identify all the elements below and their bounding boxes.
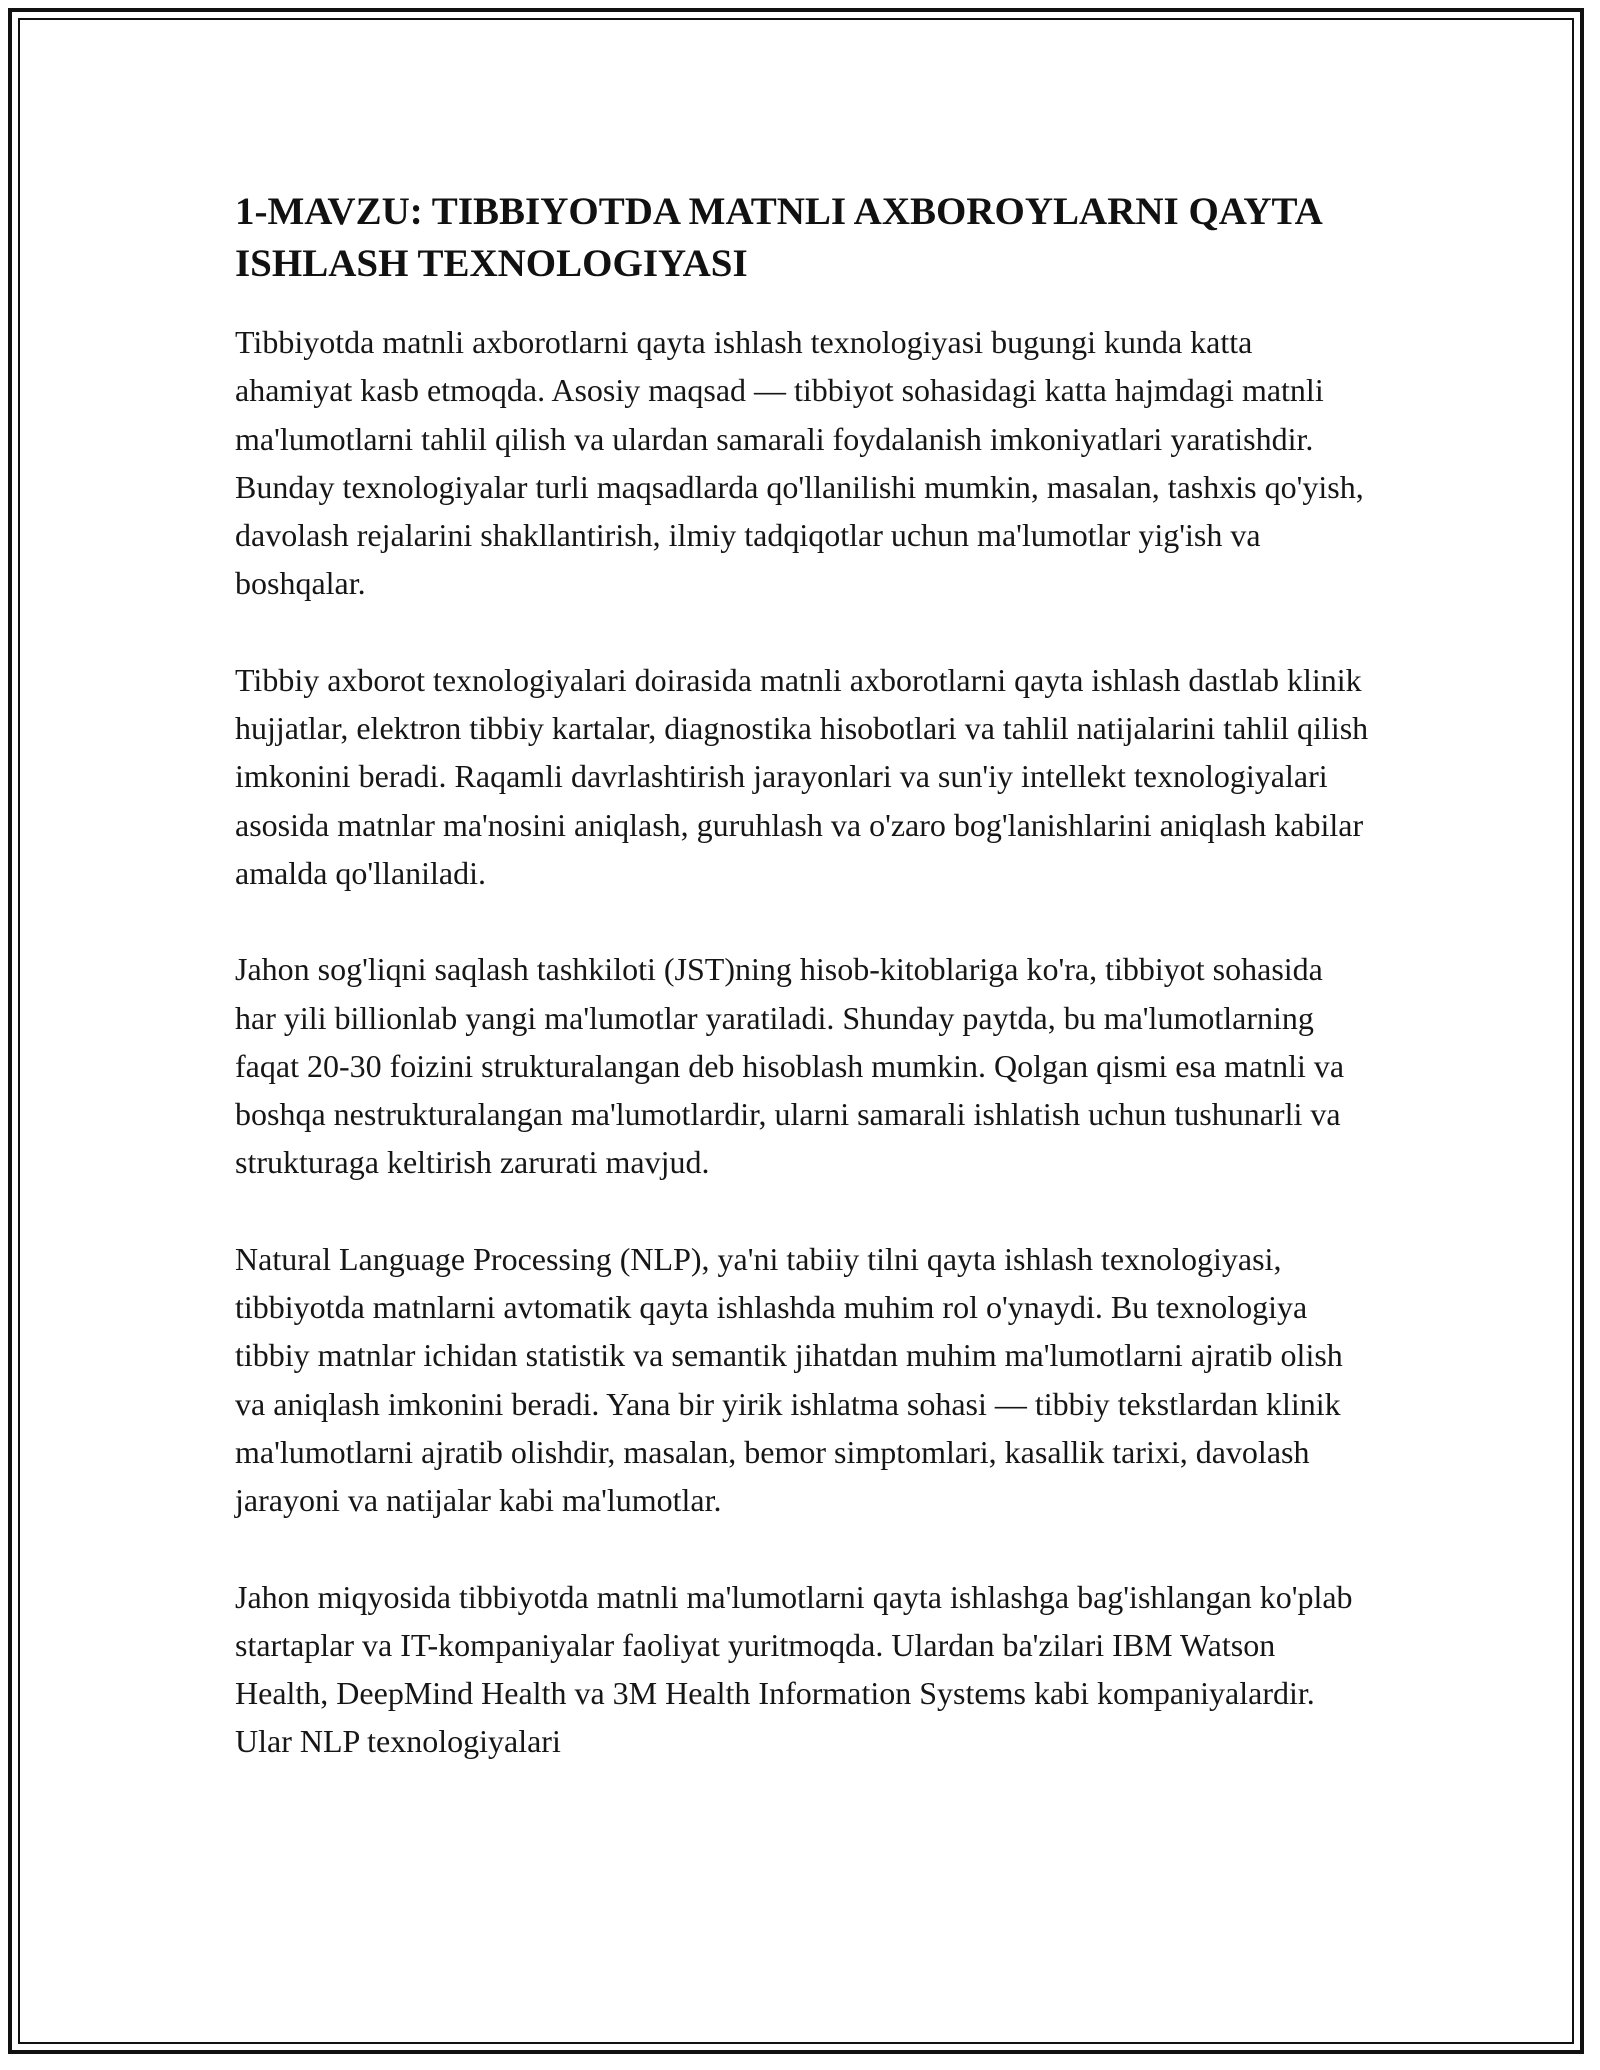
paragraph-3: Jahon sog'liqni saqlash tashkiloti (JST)ning hisob-kitoblariga ko'ra, tibbiyot sohasida har yili billionlab yangi ma'lumotlar yaratiladi. Shunday paytda, bu ma'lumotlarning faqat 20-30 foizini strukturalangan deb hisoblash mumkin. Qolgan qismi esa matnli va boshqa nestrukturalangan ma'lumotlardir, ularni samarali ishlatish uchun tushunarli va strukturaga keltirish zarurati mavjud. [235, 951, 1345, 1181]
paragraph-2: Tibbiy axborot texnologiyalari doirasida matnli axborotlarni qayta ishlash dastlab klinik hujjatlar, elektron tibbiy kartalar, diagnostika hisobotlari va tahlil natijalarini tahlil qilish imkonini beradi. Raqamli davrlashtirish jarayonlari va sun'iy intellekt texnologiyalari asosida matnlar ma'nosini aniqlash, guruhlash va o'zaro bog'lanishlarini aniqlash kabilar amalda qo'llaniladi. [235, 661, 1369, 891]
paragraph-4: Natural Language Processing (NLP), ya'ni tabiiy tilni qayta ishlash texnologiyasi, tibbiyotda matnlarni avtomatik qayta ishlashda muhim rol o'ynaydi. Bu texnologiya tibbiy matnlar ichidan statistik va semantik jihatdan muhim ma'lumotlarni ajratib olish va aniqlash imkonini beradi. Yana bir yirik ishlatma sohasi — tibbiy tekstlardan klinik ma'lumotlarni ajratib olishdir, masalan, bemor simptomlari, kasallik tarixi, davolash jarayoni va natijalar kabi ma'lumotlar. [235, 1240, 1343, 1519]
document-body [235, 186, 1370, 1766]
paragraph-1: Tibbiyotda matnli axborotlarni qayta ishlash texnologiyasi bugungi kunda katta ahamiyat kasb etmoqda. Asosiy maqsad — tibbiyot sohasidagi katta hajmdagi matnli ma'lumotlarni tahlil qilish va ulardan samarali foydalanish imkoniyatlari yaratishdir. Bunday texnologiyalar turli maqsadlarda qo'llanilishi mumkin, masalan, tashxis qo'yish, davolash rejalarini shakllantirish, ilmiy tadqiqotlar uchun ma'lumotlar yig'ish va boshqalar. [235, 324, 1364, 602]
paragraph-5: Jahon miqyosida tibbiyotda matnli ma'lumotlarni qayta ishlashga bag'ishlangan ko'plab startaplar va IT-kompaniyalar faoliyat yuritmoqda. Ulardan ba'zilari IBM Watson Health, DeepMind Health va 3M Health Information Systems kabi kompaniyalardir. Ular NLP texnologiyalari [235, 1578, 1353, 1760]
document-title: 1-MAVZU: TIBBIYOTDA MATNLI AXBOROYLARNI QAYTA ISHLASH TEXNOLOGIYASI [235, 190, 1321, 285]
